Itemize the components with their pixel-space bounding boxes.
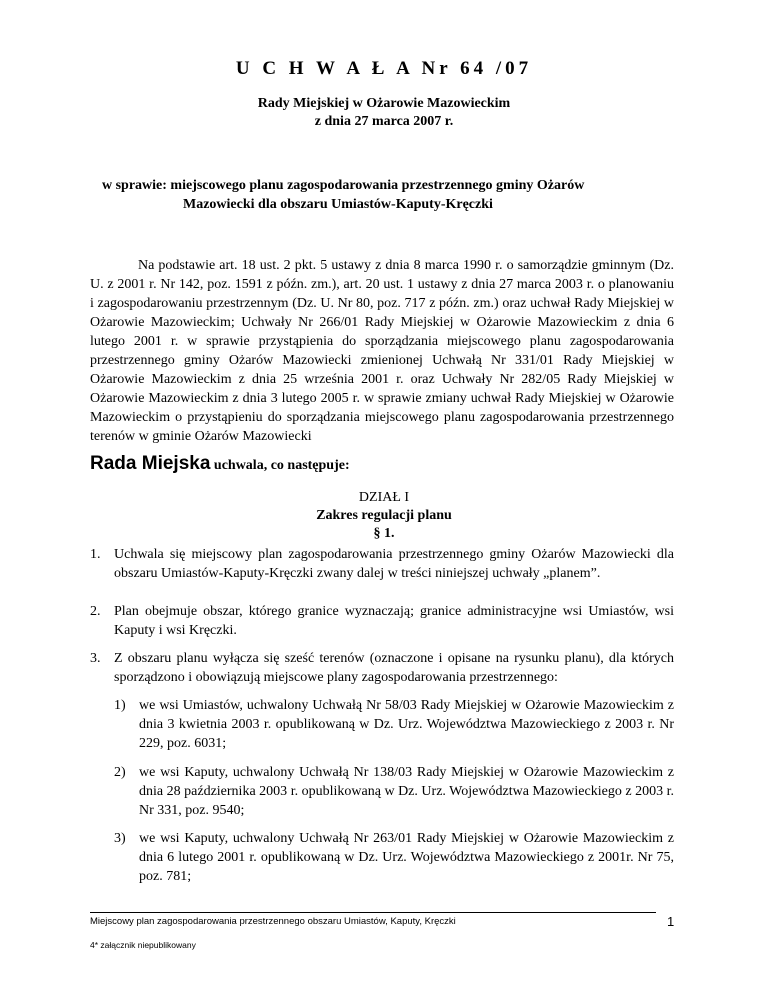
subject-line-1: w sprawie: miejscowego planu zagospodarowania przestrzennego gminy Ożarów xyxy=(102,178,585,193)
list-item xyxy=(114,763,674,820)
list-item-text: Z obszaru planu wyłącza się sześć terenów (oznaczone i opisane na rysunku planu), dla których sporządzono i obowiązują miejscowe plany zagospodarowania przestrzennego: xyxy=(114,651,674,685)
footer-text: Miejscowy plan zagospodarowania przestrzennego obszaru Umiastów, Kaputy, Kręczki xyxy=(90,916,456,927)
section-heading: Zakres regulacji planu xyxy=(316,508,452,523)
page-number: 1 xyxy=(667,914,675,929)
sublist-item-number: 3) xyxy=(114,831,126,846)
section-dzial: DZIAŁ I xyxy=(358,490,410,505)
list-item xyxy=(90,602,674,640)
resolves-line xyxy=(90,453,350,475)
section-paragraph: § 1. xyxy=(373,526,395,541)
list-item xyxy=(114,829,674,886)
subject-line-2: Mazowiecki dla obszaru Umiastów-Kaputy-Kręczki xyxy=(183,197,493,212)
list-item-number: 2. xyxy=(90,604,101,619)
list-item xyxy=(90,649,674,687)
resolution-date: z dnia 27 marca 2007 r. xyxy=(314,114,454,129)
resolves-small: uchwala, co następuje: xyxy=(210,458,350,473)
sublist-item-text: we wsi Kaputy, uchwalony Uchwałą Nr 138/03 Rady Miejskiej w Ożarowie Mazowieckim z dnia 28 października 2003 r. opublikowaną w Dz. Urz. Województwa Mazowieckiego z 2003 r. Nr 331, poz. 9540; xyxy=(139,765,674,818)
sublist-item-text: we wsi Umiastów, uchwalony Uchwałą Nr 58/03 Rady Miejskiej w Ożarowie Mazowieckim z dnia 3 kwietnia 2003 r. opublikowaną w Dz. Urz. Województwa Mazowieckiego z 2003 r. Nr 229, poz. 6031; xyxy=(139,698,674,751)
sublist-item-number: 1) xyxy=(114,698,126,713)
footnote: 4* załącznik niepublikowany xyxy=(90,940,196,950)
list-item-text: Uchwala się miejscowy plan zagospodarowania przestrzennego gminy Ożarów Mazowiecki dla obszaru Umiastów-Kaputy-Kręczki zwany dalej w treści niniejszej uchwały „planem”. xyxy=(114,547,674,581)
sublist-item-number: 2) xyxy=(114,765,126,780)
resolution-subject xyxy=(102,176,662,214)
list-item-number: 1. xyxy=(90,547,101,562)
footer-divider xyxy=(90,912,656,913)
list-item-number: 3. xyxy=(90,651,101,666)
council-name: Rady Miejskiej w Ożarowie Mazowieckim xyxy=(257,96,511,111)
list-item xyxy=(90,545,674,583)
list-item xyxy=(114,696,674,753)
document-title: U C H W A Ł A Nr 64 /07 xyxy=(235,58,533,79)
resolves-big: Rada Miejska xyxy=(90,453,211,474)
preamble xyxy=(90,256,674,446)
preamble-text: Na podstawie art. 18 ust. 2 pkt. 5 ustawy z dnia 8 marca 1990 r. o samorządzie gminnym (Dz. U. z 2001 r. Nr 142, poz. 1591 z późn. zm.), art. 20 ust. 1 ustawy z dnia 27 marca 2003 r. o planowaniu i zagospodarowaniu przestrzennym (Dz. U. Nr 80, poz. 717 z późn. zm.) oraz uchwał Rady Miejskiej w Ożarowie Mazowieckim; Uchwały Nr 266/01 Rady Miejskiej w Ożarowie Mazowieckim z dnia 6 lutego 2001 r. w sprawie przystąpienia do sporządzania miejscowego planu zagospodarowania przestrzennego gminy Ożarów Mazowiecki zmienionej Uchwałą Nr 331/01 Rady Miejskiej w Ożarowie Mazowieckim z dnia 25 września 2001 r. oraz Uchwały Nr 282/05 Rady Miejskiej w Ożarowie Mazowieckim z dnia 3 lutego 2005 r. w sprawie zmiany uchwał Rady Miejskiej w Ożarowie Mazowieckim o przystąpieniu do sporządzania miejscowego planu zagospodarowania przestrzennego terenów w gminie Ożarów Mazowiecki xyxy=(90,258,674,444)
list-item-text: Plan obejmuje obszar, którego granice wyznaczają; granice administracyjne wsi Umiastów, wsi Kaputy i wsi Kręczki. xyxy=(114,604,674,638)
sublist-item-text: we wsi Kaputy, uchwalony Uchwałą Nr 263/01 Rady Miejskiej w Ożarowie Mazowieckim z dnia 6 lutego 2001 r. opublikowaną w Dz. Urz. Województwa Mazowieckiego z 2001r. Nr 75, poz. 781; xyxy=(139,831,674,884)
